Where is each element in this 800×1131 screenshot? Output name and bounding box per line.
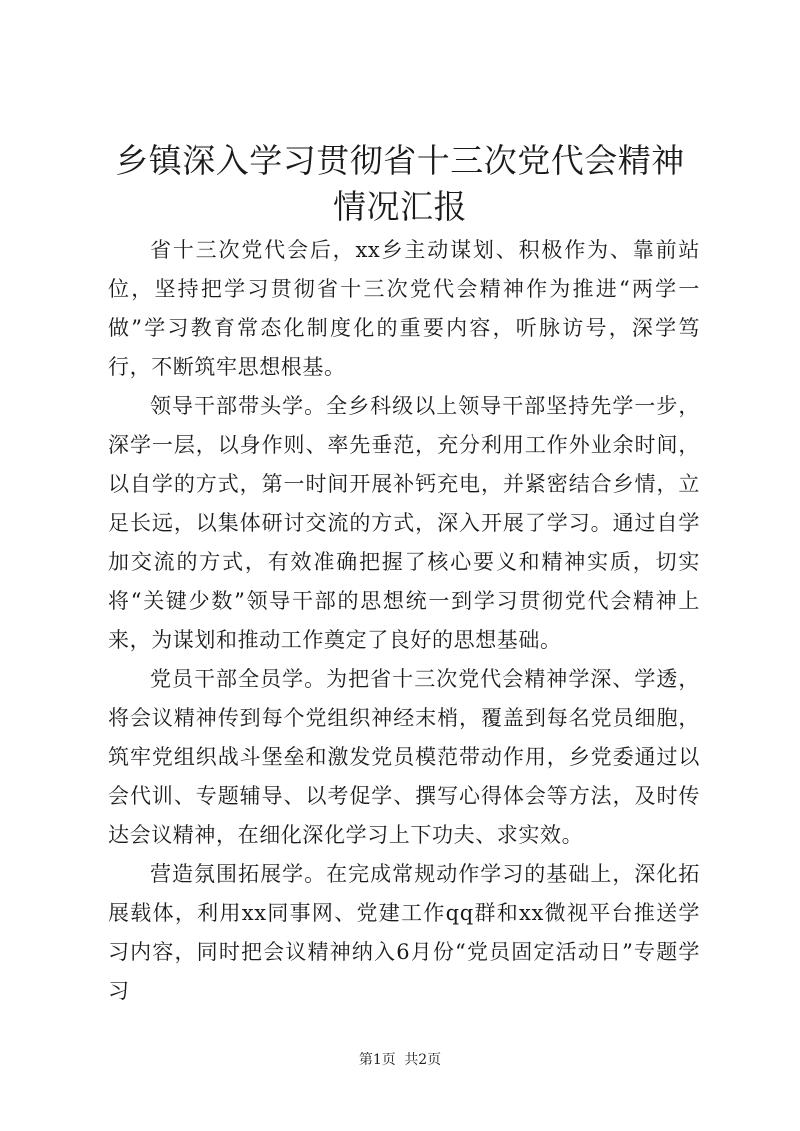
paragraph-intro: 省十三次党代会后，xx乡主动谋划、积极作为、靠前站位，坚持把学习贯彻省十三次党代会精神作为推进“两学一做”学习教育常态化制度化的重要内容，听脉访号，深学笃行，不断筑牢思想根基。 [108, 238, 700, 379]
page-footer [0, 1050, 800, 1070]
document-title: 乡镇深入学习贯彻省十三次党代会精神情况汇报 [115, 141, 685, 226]
paragraph-leaders-study: 领导干部带头学。全乡科级以上领导干部坚持先学一步，深学一层，以身作则、率先垂范，充分利用工作外业余时间，以自学的方式，第一时间开展补钙充电，并紧密结合乡情，立足长远，以集体研讨交流的方式，深入开展了学习。通过自学加交流的方式，有效准确把握了核心要义和精神实质，切实将“关键少数”领导干部的思想统一到学习贯彻党代会精神上来，为谋划和推动工作奠定了良好的思想基础。 [108, 394, 700, 652]
paragraph-atmosphere-study: 营造氛围拓展学。在完成常规动作学习的基础上，深化拓展载体，利用xx同事网、党建工作qq群和xx微视平台推送学习内容，同时把会议精神纳入6月份“党员固定活动日”专题学习 [108, 862, 700, 1003]
page-number: 第1页 [358, 1052, 396, 1068]
page-total: 共2页 [404, 1052, 442, 1068]
document-body [108, 231, 700, 1011]
paragraph-members-study: 党员干部全员学。为把省十三次党代会精神学深、学透，将会议精神传到每个党组织神经末梢，覆盖到每名党员细胞，筑牢党组织战斗堡垒和激发党员模范带动作用，乡党委通过以会代训、专题辅导、以考促学、撰写心得体会等方法，及时传达会议精神，在细化深化学习上下功夫、求实效。 [108, 667, 700, 847]
